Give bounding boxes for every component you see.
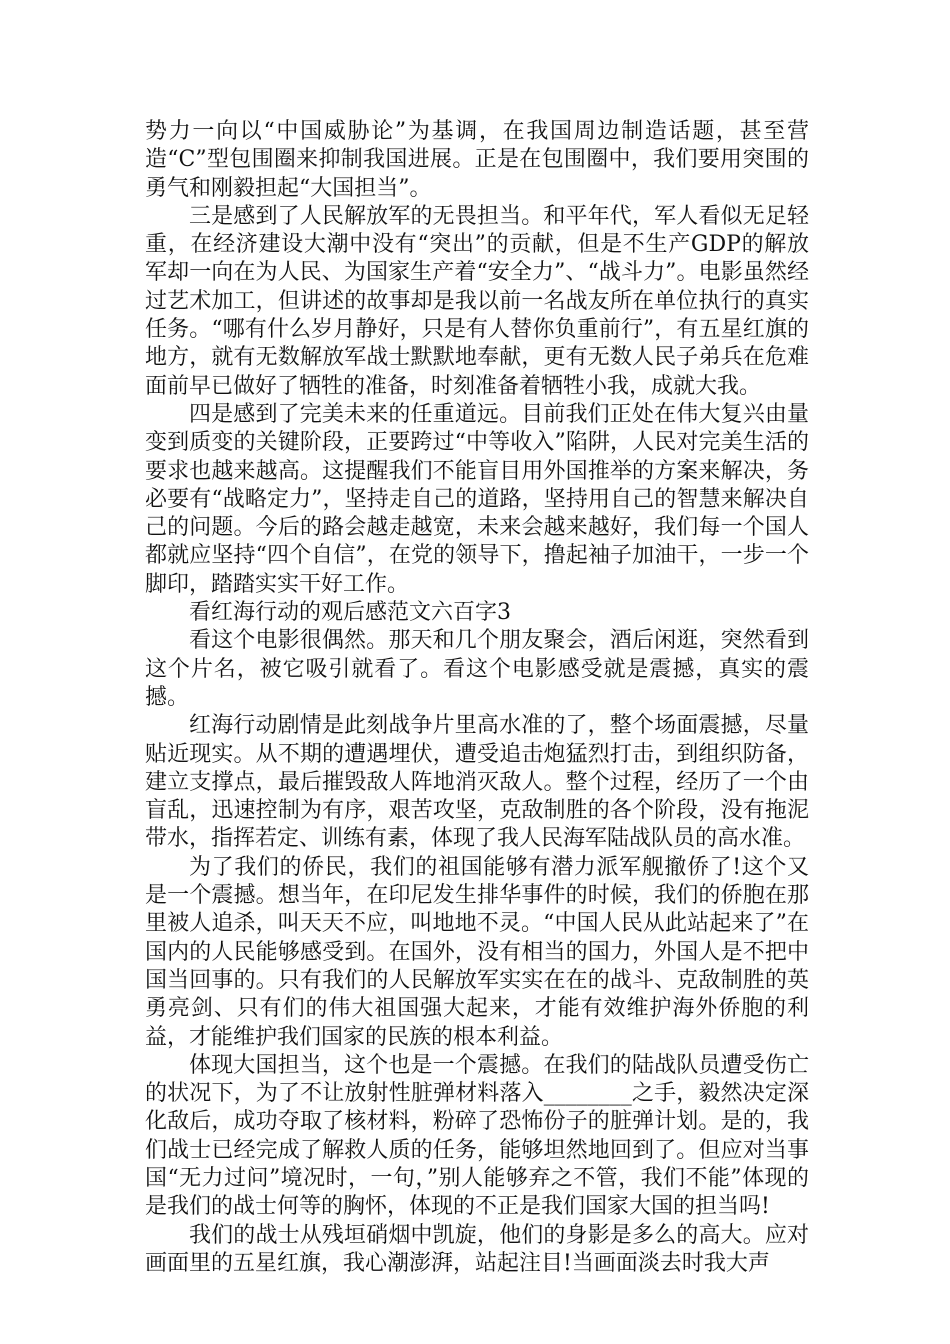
paragraph-point-three: 三是感到了人民解放军的无畏担当。和平年代，军人看似无足轻重，在经济建设大潮中没有“突出”的贡献，但是不生产GDP的解放军却一向在为人民、为国家生产着“安全力”、“战斗力”。电影虽然经过艺术加工，但讲述的故事却是我以前一名战友所在单位执行的真实任务。“哪有什么岁月静好，只是有人替你负重前行”，有五星红旗的地方，就有无数解放军战士默默地奉献，更有无数人民子弟兵在危难面前早已做好了牺牲的准备，时刻准备着牺牲小我，成就大我。	[145, 203, 809, 399]
paragraph: 红海行动剧情是此刻战争片里高水准的了，整个场面震撼，尽量贴近现实。从不期的遭遇埋伏，遭受追击炮猛烈打击，到组织防备，建立支撑点，最后摧毁敌人阵地消灭敌人。整个过程，经历了一个由盲乱，迅速控制为有序，艰苦攻坚，克敌制胜的各个阶段，没有拖泥带水，指挥若定、训练有素，体现了我人民海军陆战队员的高水准。	[145, 713, 809, 852]
document-body	[145, 118, 809, 1278]
paragraph: 我们的战士从残垣硝烟中凯旋，他们的身影是多么的高大。应对画面里的五星红旗，我心潮澎湃，站起注目!当画面淡去时我大声	[145, 1222, 809, 1276]
paragraph: 为了我们的侨民，我们的祖国能够有潜力派军舰撤侨了!这个又是一个震撼。想当年，在印尼发生排华事件的时候，我们的侨胞在那里被人追杀，叫天天不应，叫地地不灵。“中国人民从此站起来了”在国内的人民能够感受到。在国外，没有相当的国力，外国人是不把中国当回事的。只有我们的人民解放军实实在在的战斗、克敌制胜的英勇亮剑、只有们的伟大祖国强大起来，才能有效维护海外侨胞的利益，才能维护我们国家的民族的根本利益。	[145, 854, 809, 1050]
paragraph-point-four: 四是感到了完美未来的任重道远。目前我们正处在伟大复兴由量变到质变的关键阶段，正要跨过“中等收入”陷阱，人民对完美生活的要求也越来越高。这提醒我们不能盲目用外国推举的方案来解决，务必要有“战略定力”，坚持走自己的道路，坚持用自己的智慧来解决自己的问题。今后的路会越走越宽，未来会越来越好，我们每一个国人都就应坚持“四个自信”，在党的领导下，撸起袖子加油干，一步一个脚印，踏踏实实干好工作。	[145, 401, 809, 597]
paragraph: 体现大国担当，这个也是一个震撼。在我们的陆战队员遭受伤亡的状况下，为了不让放射性脏弹材料落入________之手，毅然决定深化敌后，成功夺取了核材料，粉碎了恐怖份子的脏弹计划。是的，我们战士已经完成了解救人质的任务，能够坦然地回到了。但应对当事国“无力过问”境况时，一句，”别人能够弃之不管，我们不能”体现的是我们的战士何等的胸怀，体现的不正是我们国家大国的担当吗!	[145, 1052, 809, 1220]
paragraph: 看这个电影很偶然。那天和几个朋友聚会，酒后闲逛，突然看到这个片名，被它吸引就看了。看这个电影感受就是震撼，真实的震撼。	[145, 628, 809, 710]
section-heading: 看红海行动的观后感范文六百字3	[189, 600, 511, 626]
paragraph-continued: 势力一向以“中国威胁论”为基调，在我国周边制造话题，甚至营造“C”型包围圈来抑制我国进展。正是在包围圈中，我们要用突围的勇气和刚毅担起“大国担当”。	[145, 119, 809, 201]
